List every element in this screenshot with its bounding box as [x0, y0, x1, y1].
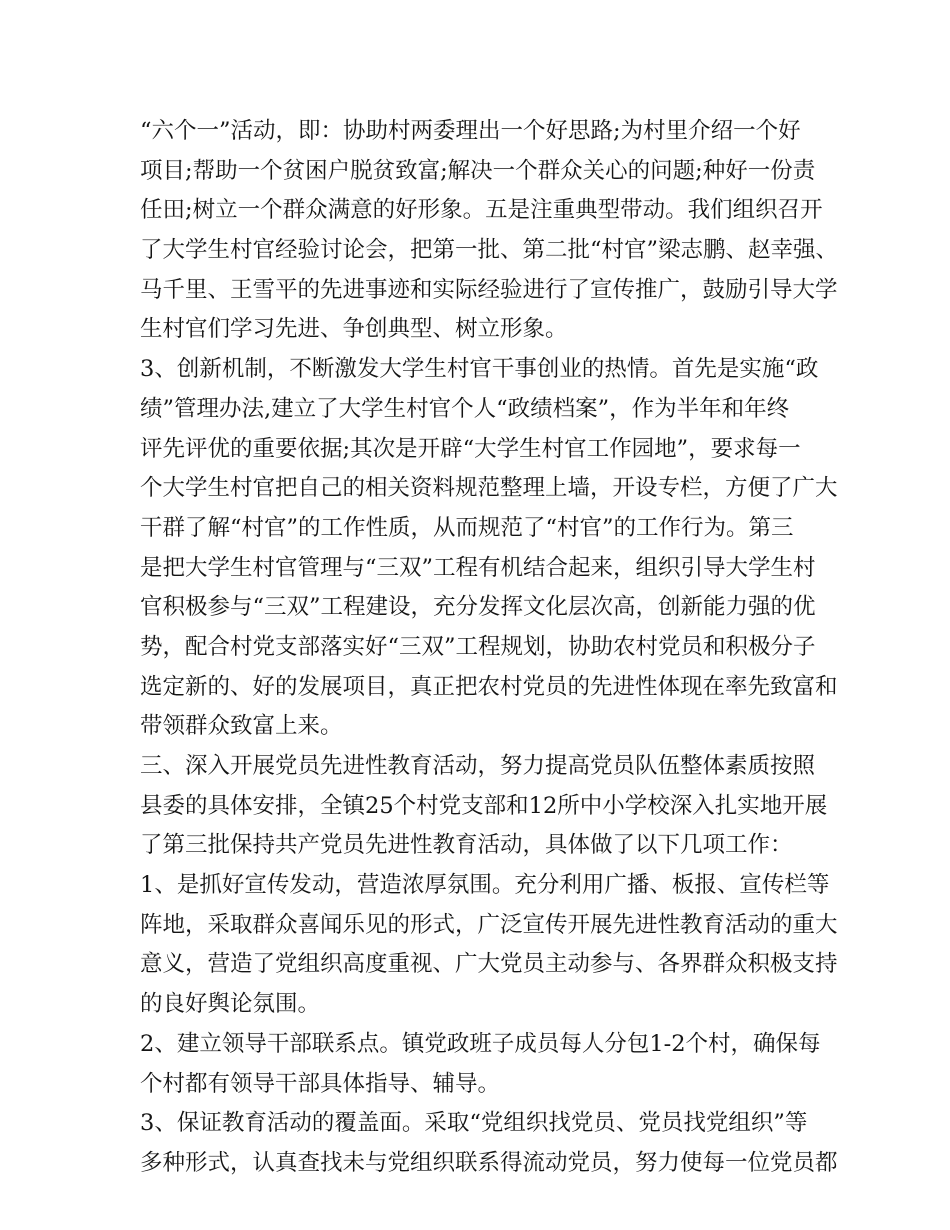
document-body — [140, 112, 839, 1184]
text-line: 3、保证教育活动的覆盖面。采取“党组织找党员、党员找党组织”等 — [140, 1110, 808, 1137]
text-line: 评先评优的重要依据;其次是开辟“大学生村官工作园地”，要求每一 — [140, 435, 801, 462]
text-line: 是把大学生村官管理与“三双”工程有机结合起来，组织引导大学生村 — [140, 554, 816, 581]
text-line: 官积极参与“三双”工程建设，充分发挥文化层次高，创新能力强的优 — [140, 594, 816, 621]
text-line: 项目;帮助一个贫困户脱贫致富;解决一个群众关心的问题;种好一份责 — [140, 157, 816, 184]
text-line: 2、建立领导干部联系点。镇党政班子成员每人分包1-2个村，确保每 — [140, 1030, 821, 1057]
text-line: 带领群众致富上来。 — [140, 713, 343, 740]
text-line: 了大学生村官经验讨论会，把第一批、第二批“村官”梁志鹏、赵幸强、 — [140, 237, 839, 264]
text-line: 生村官们学习先进、争创典型、树立形象。 — [140, 316, 568, 343]
text-line: 个大学生村官把自己的相关资料规范整理上墙，开设专栏，方便了广大 — [140, 475, 838, 502]
text-line: 县委的具体安排，全镇25个村党支部和12所中小学校深入扎实地开展 — [140, 792, 828, 819]
text-line: 1、是抓好宣传发动，营造浓厚氛围。充分利用广播、板报、宣传栏等 — [140, 872, 830, 899]
text-line: 了第三批保持共产党员先进性教育活动，具体做了以下几项工作： — [140, 832, 793, 859]
text-line: 任田;树立一个群众满意的好形象。五是注重典型带动。我们组织召开 — [140, 197, 823, 224]
text-line: 的良好舆论氛围。 — [140, 991, 321, 1018]
text-line: 意义，营造了党组织高度重视、广大党员主动参与、各界群众积极支持 — [140, 951, 838, 978]
text-line: 个村都有领导干部具体指导、辅导。 — [140, 1070, 501, 1097]
text-line: “六个一”活动，即：协助村两委理出一个好思路;为村里介绍一个好 — [140, 118, 801, 144]
text-line: 干群了解“村官”的工作性质，从而规范了“村官”的工作行为。第三 — [140, 514, 794, 541]
text-line: 阵地，采取群众喜闻乐见的形式，广泛宣传开展先进性教育活动的重大 — [140, 911, 838, 938]
text-line: 马千里、王雪平的先进事迹和实际经验进行了宣传推广，鼓励引导大学 — [140, 276, 838, 303]
text-line: 绩”管理办法,建立了大学生村官个人“政绩档案”，作为半年和年终 — [140, 395, 790, 422]
text-line: 多种形式，认真查找未与党组织联系得流动党员，努力使每一位党员都 — [140, 1149, 838, 1176]
text-line: 势，配合村党支部落实好“三双”工程规划，协助农村党员和积极分子 — [140, 633, 816, 660]
text-line: 选定新的、好的发展项目，真正把农村党员的先进性体现在率先致富和 — [140, 673, 838, 700]
text-line: 三、深入开展党员先进性教育活动，努力提高党员队伍整体素质按照 — [140, 753, 816, 779]
text-line: 3、创新机制，不断激发大学生村官干事创业的热情。首先是实施“政 — [140, 356, 819, 383]
